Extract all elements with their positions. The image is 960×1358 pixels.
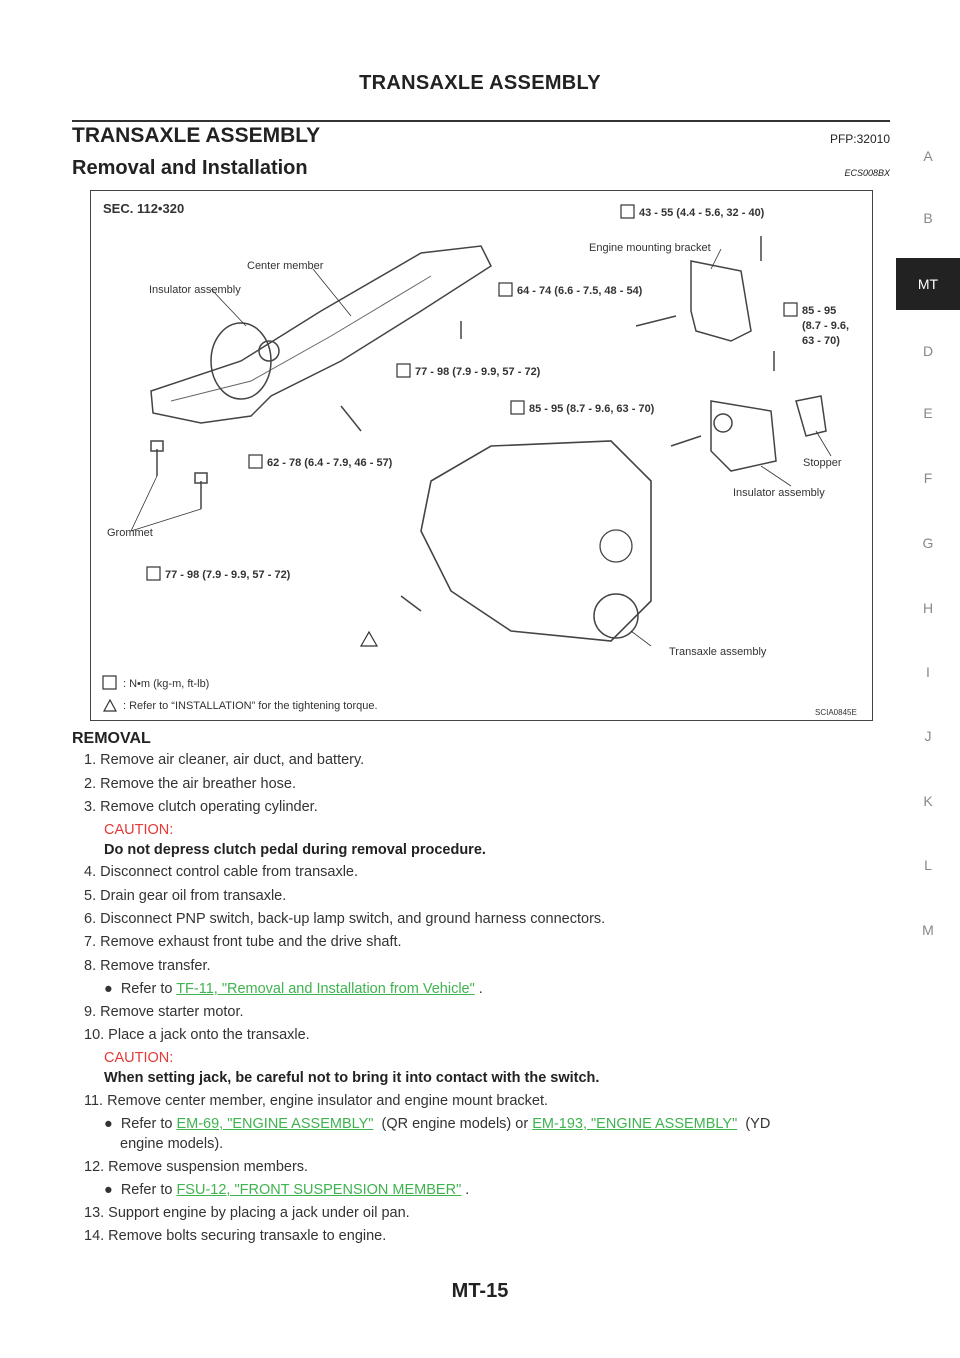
section-index-tabs — [896, 0, 960, 1358]
step-11: 11. Remove center member, engine insulator and engine mount bracket. — [84, 1093, 548, 1109]
svg-text:77 - 98 (7.9 - 9.9, 57 - 72): 77 - 98 (7.9 - 9.9, 57 - 72) — [415, 366, 541, 378]
refer-to-text: Refer to — [120, 1116, 173, 1132]
step-5: 5. Drain gear oil from transaxle. — [84, 888, 287, 904]
tab-i[interactable]: I — [926, 664, 930, 680]
step-2: 2. Remove the air breather hose. — [84, 776, 296, 792]
tab-a[interactable]: A — [923, 148, 933, 164]
torque-callout-6 — [249, 455, 393, 469]
torque-callout-5 — [511, 401, 655, 415]
tab-d[interactable]: D — [922, 343, 934, 359]
engine-mounting-bracket-shape — [691, 261, 751, 341]
step-9: 9. Remove starter motor. — [84, 1004, 244, 1020]
figure-code: SCIA0845E — [815, 708, 857, 717]
right-insulator-hub — [714, 414, 732, 432]
right-insulator-shape — [711, 401, 776, 471]
step-1: 1. Remove air cleaner, air duct, and battery. — [84, 752, 365, 768]
bolts — [151, 236, 774, 611]
label-transaxle-assembly: Transaxle assembly — [669, 646, 767, 658]
torque-callout-3 — [784, 303, 849, 347]
tab-h[interactable]: H — [922, 600, 934, 616]
step-8: 8. Remove transfer. — [84, 958, 211, 974]
link-em-69[interactable]: EM-69, "ENGINE ASSEMBLY" — [176, 1116, 374, 1132]
transaxle-bore — [600, 530, 632, 562]
step-13: 13. Support engine by placing a jack under oil pan. — [84, 1205, 410, 1221]
svg-text:85 - 95: 85 - 95 — [802, 305, 837, 317]
torque-callout-4 — [397, 364, 541, 378]
label-engine-mounting-bracket: Engine mounting bracket — [589, 242, 711, 254]
tab-e[interactable]: E — [923, 405, 933, 421]
tab-mt[interactable]: MT — [896, 258, 960, 310]
label-center-member: Center member — [247, 260, 324, 272]
link-tf-11[interactable]: TF-11, "Removal and Installation from Vehicle" — [176, 981, 475, 997]
qr-models-text: (QR engine models) or — [381, 1116, 529, 1132]
running-header: TRANSAXLE ASSEMBLY — [359, 72, 601, 94]
caution-label-2: CAUTION: — [104, 1050, 174, 1066]
transaxle-mount-diagram — [90, 190, 873, 721]
tab-f[interactable]: F — [923, 470, 933, 486]
page-number: MT-15 — [451, 1280, 509, 1302]
step-4: 4. Disconnect control cable from transaxle. — [84, 864, 359, 880]
svg-text:: N•m (kg-m, ft-lb): : N•m (kg-m, ft-lb) — [123, 678, 210, 690]
step-7: 7. Remove exhaust front tube and the drive shaft. — [84, 934, 402, 950]
svg-text:(8.7 - 9.6,: (8.7 - 9.6, — [802, 320, 850, 332]
label-stopper: Stopper — [803, 457, 842, 469]
yd-text: (YD — [745, 1116, 771, 1132]
transaxle-shape — [421, 441, 651, 641]
subsection-title: Removal and Installation — [72, 157, 308, 179]
torque-callout-7 — [147, 567, 291, 581]
svg-text:64 - 74 (6.6 - 7.5, 48 - 54): 64 - 74 (6.6 - 7.5, 48 - 54) — [517, 285, 643, 297]
leader-lines — [131, 249, 831, 646]
link-em-193[interactable]: EM-193, "ENGINE ASSEMBLY" — [532, 1116, 738, 1132]
tab-l[interactable]: L — [924, 857, 932, 873]
period-text: . — [465, 1182, 470, 1198]
step-12: 12. Remove suspension members. — [84, 1159, 309, 1175]
svg-text:62 - 78 (6.4 - 7.9, 46 - 57): 62 - 78 (6.4 - 7.9, 46 - 57) — [267, 457, 393, 469]
svg-text:85 - 95 (8.7 - 9.6, 63 - 70): 85 - 95 (8.7 - 9.6, 63 - 70) — [529, 403, 655, 415]
label-grommet: Grommet — [107, 527, 153, 539]
label-insulator-assembly-right: Insulator assembly — [733, 487, 825, 499]
tab-k[interactable]: K — [923, 793, 933, 809]
pfp-code: PFP:32010 — [829, 132, 890, 146]
legend-unit — [103, 676, 209, 690]
triangle-marker — [361, 632, 377, 646]
svg-text:63 - 70): 63 - 70) — [802, 335, 840, 347]
sec-label: SEC. 112•320 — [103, 201, 185, 216]
step-6: 6. Disconnect PNP switch, back-up lamp switch, and ground harness connectors. — [84, 911, 606, 927]
removal-heading: REMOVAL — [72, 730, 151, 747]
refer-to-text: Refer to — [120, 981, 173, 997]
step-8-reference: ● Refer to TF-11, "Removal and Installation from Vehicle" . — [104, 981, 483, 997]
tab-j[interactable]: J — [924, 728, 932, 744]
section-title: TRANSAXLE ASSEMBLY — [72, 124, 321, 147]
caution-text-1: Do not depress clutch pedal during removal procedure. — [104, 842, 486, 858]
ecs-code: ECS008BX — [844, 168, 890, 178]
label-insulator-assembly-left: Insulator assembly — [149, 284, 241, 296]
caution-label-1: CAUTION: — [104, 822, 174, 838]
stopper-shape — [796, 396, 826, 436]
step-10: 10. Place a jack onto the transaxle. — [84, 1027, 310, 1043]
legend-install — [104, 700, 378, 712]
svg-text:77 - 98 (7.9 - 9.9, 57 - 72): 77 - 98 (7.9 - 9.9, 57 - 72) — [165, 569, 291, 581]
link-fsu-12[interactable]: FSU-12, "FRONT SUSPENSION MEMBER" — [176, 1182, 462, 1198]
tab-g[interactable]: G — [922, 535, 934, 551]
step-11-reference-cont: engine models). — [120, 1136, 224, 1152]
period-text: . — [478, 981, 483, 997]
step-11-reference: ● Refer to EM-69, "ENGINE ASSEMBLY" (QR engine models) or EM-193, "ENGINE ASSEMBLY" (YD — [104, 1116, 771, 1132]
step-14: 14. Remove bolts securing transaxle to engine. — [84, 1228, 387, 1244]
torque-callout-2 — [499, 283, 643, 297]
torque-callout-1 — [621, 205, 765, 219]
caution-text-2: When setting jack, be careful not to bring it into contact with the switch. — [104, 1070, 600, 1086]
header-rule — [72, 120, 890, 122]
center-member-shape — [151, 246, 491, 423]
tab-b[interactable]: B — [923, 210, 933, 226]
step-3: 3. Remove clutch operating cylinder. — [84, 799, 318, 815]
refer-to-text: Refer to — [120, 1182, 173, 1198]
svg-text:43 - 55 (4.4 - 5.6, 32 - 40): 43 - 55 (4.4 - 5.6, 32 - 40) — [639, 207, 765, 219]
step-12-reference: ● Refer to FSU-12, "FRONT SUSPENSION MEMBER" . — [104, 1182, 470, 1198]
tab-m[interactable]: M — [922, 922, 934, 938]
svg-text:: Refer to “INSTALLATION” for: : Refer to “INSTALLATION” for the tightening torque. — [123, 700, 378, 712]
